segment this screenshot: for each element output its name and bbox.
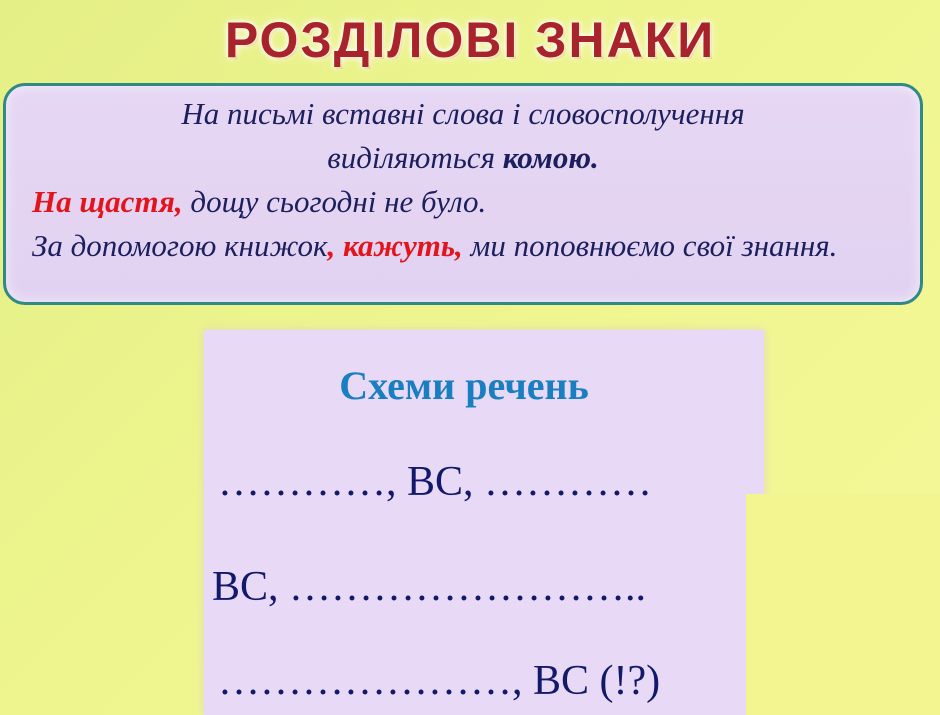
example-sentence-1 — [6, 180, 920, 224]
scheme-line-2: ВС, …………………….. — [212, 564, 647, 610]
example-2-after: ми поповнюємо свої знання. — [462, 228, 838, 263]
schemes-title: Схеми речень — [339, 363, 589, 408]
scheme-line-3: …………………, ВС (!?) — [218, 658, 661, 704]
example-1-highlight: На щастя, — [32, 184, 183, 219]
rule-line-2 — [6, 136, 920, 180]
schemes-panel — [204, 330, 764, 715]
example-sentence-2 — [6, 224, 920, 268]
rule-line-1: На письмі вставні слова і словосполучення — [181, 96, 745, 131]
rule-text — [6, 86, 920, 180]
background-patch — [746, 494, 940, 715]
example-2-highlight: , кажуть, — [327, 228, 463, 263]
example-1-rest: дощу сьогодні не було. — [182, 184, 487, 219]
example-2-before: За допомогою книжок — [32, 228, 328, 263]
scheme-line-1: …………, ВС, ………… — [218, 459, 653, 505]
rule-line-2-prefix: виділяються — [327, 140, 503, 175]
rule-keyword-comma: комою. — [502, 140, 599, 175]
page-title: РОЗДІЛОВІ ЗНАКИ — [224, 12, 716, 68]
rule-panel — [3, 83, 923, 305]
